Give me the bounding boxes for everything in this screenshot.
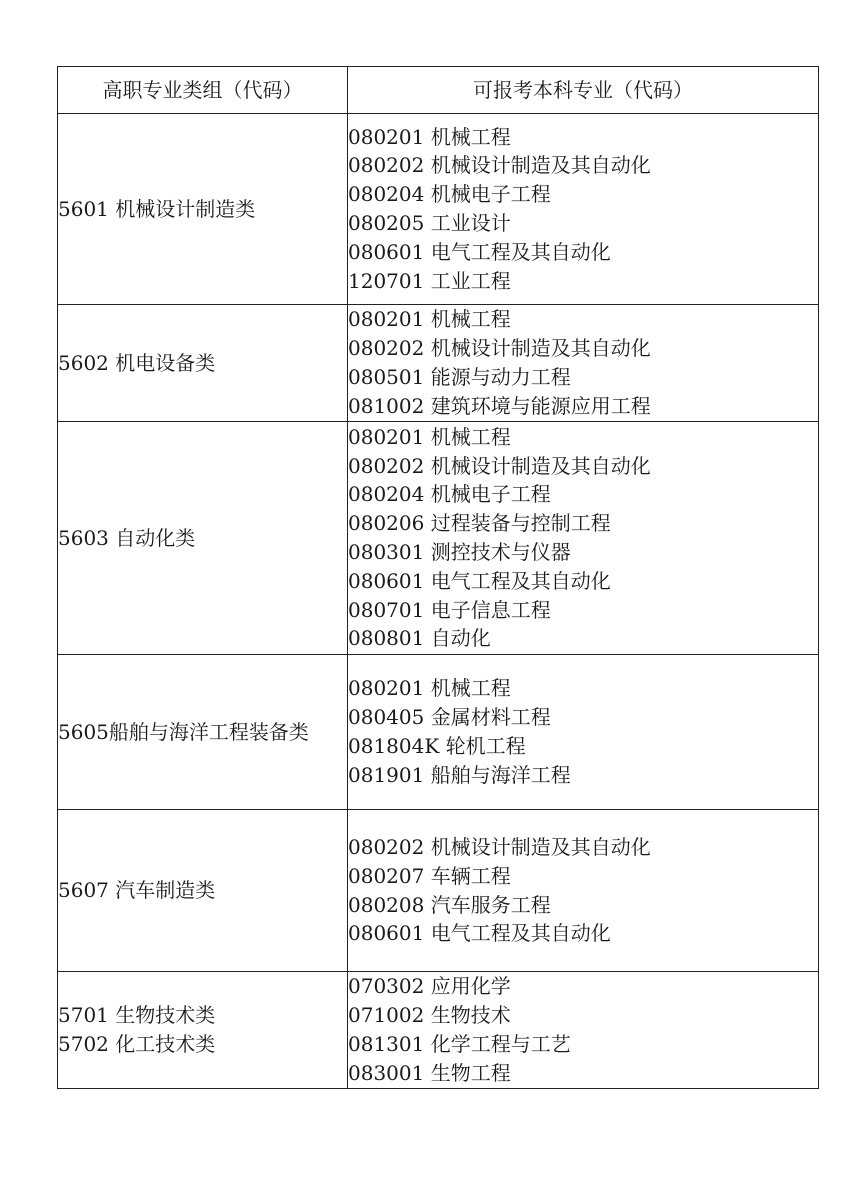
major-item: 080501 能源与动力工程 [348,365,571,389]
major-item: 080205 工业设计 [348,211,511,235]
group-cell [58,114,348,305]
major-item: 080202 机械设计制造及其自动化 [348,453,651,478]
table-row [58,422,819,655]
major-item: 070302 应用化学 [348,974,511,999]
group-cell [58,810,348,972]
major-item: 080601 电气工程及其自动化 [348,239,611,264]
group-cell [58,305,348,422]
major-item: 081804K 轮机工程 [348,734,526,758]
table-row [58,305,819,422]
group-label: 5607 汽车制造类 [58,878,216,903]
major-item: 081301 化学工程与工艺 [348,1032,571,1056]
major-item: 080601 电气工程及其自动化 [348,568,611,593]
group-label: 5603 自动化类 [58,525,196,550]
major-item: 081002 建筑环境与能源应用工程 [348,393,651,418]
group-cell [58,422,348,655]
majors-cell [348,305,819,422]
major-item: 080301 测控技术与仪器 [348,540,571,564]
group-label: 5601 机械设计制造类 [58,196,256,221]
table-row [58,655,819,810]
majors-cell [348,114,819,305]
majors-cell [348,972,819,1089]
major-item: 080201 机械工程 [348,424,511,449]
major-mapping-table [57,66,819,1089]
table-header-row [58,67,819,114]
major-item: 080201 机械工程 [348,676,511,701]
major-item: 080208 汽车服务工程 [348,892,551,917]
majors-cell [348,422,819,655]
table-row [58,114,819,305]
majors-cell [348,655,819,810]
major-item: 080202 机械设计制造及其自动化 [348,834,651,859]
group-label: 5701 生物技术类 [58,1003,216,1028]
major-item: 080201 机械工程 [348,124,511,149]
group-label: 5605船舶与海洋工程装备类 [58,719,309,744]
majors-cell [348,810,819,972]
major-item: 080207 车辆工程 [348,863,511,888]
major-item: 071002 生物技术 [348,1003,511,1028]
major-item: 080405 金属材料工程 [348,705,551,730]
group-cell [58,655,348,810]
major-item: 080601 电气工程及其自动化 [348,921,611,946]
major-item: 080801 自动化 [348,626,491,651]
header-undergraduate-majors: 可报考本科专业（代码） [348,67,819,114]
table-row [58,810,819,972]
major-item: 080204 机械电子工程 [348,482,551,507]
major-item: 080701 电子信息工程 [348,597,551,622]
major-item: 081901 船舶与海洋工程 [348,762,571,787]
table-row [58,972,819,1089]
header-vocational-group: 高职专业类组（代码） [58,67,348,114]
major-item: 080202 机械设计制造及其自动化 [348,336,651,361]
group-label: 5602 机电设备类 [58,350,216,375]
major-item: 083001 生物工程 [348,1060,511,1085]
group-label: 5702 化工技术类 [58,1032,216,1056]
major-item: 080204 机械电子工程 [348,182,551,207]
major-item: 080201 机械工程 [348,307,511,332]
major-item: 080202 机械设计制造及其自动化 [348,153,651,178]
group-cell [58,972,348,1089]
major-item: 080206 过程装备与控制工程 [348,511,611,536]
major-item: 120701 工业工程 [348,268,511,293]
